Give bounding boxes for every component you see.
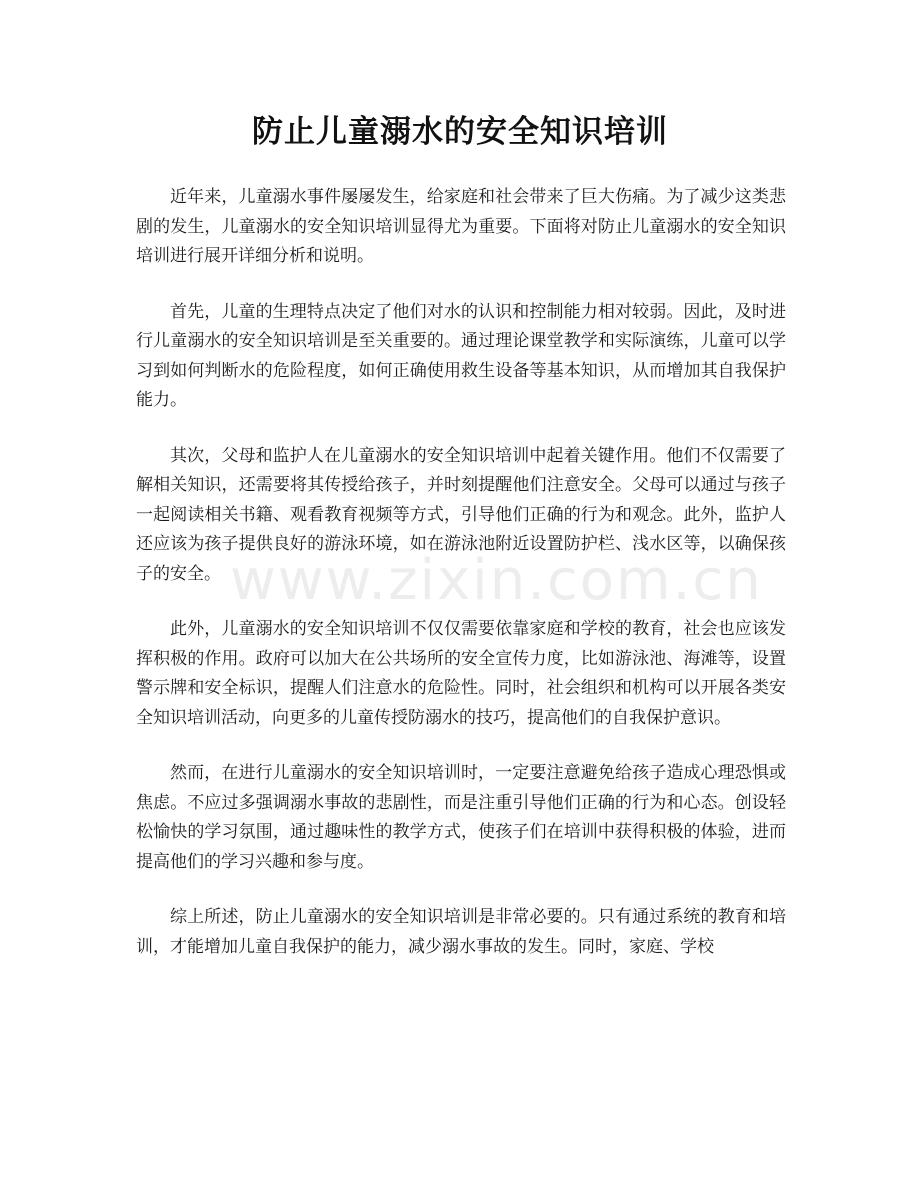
- document-body: [136, 183, 786, 988]
- document-title: 防止儿童溺水的安全知识培训: [252, 114, 668, 150]
- paragraph-intro: 近年来，儿童溺水事件屡屡发生，给家庭和社会带来了巨大伤痛。为了减少这类悲剧的发生，儿童溺水的安全知识培训显得尤为重要。下面将对防止儿童溺水的安全知识培训进行展开详细分析和说明。: [136, 187, 786, 266]
- paragraph-conclusion: 综上所述，防止儿童溺水的安全知识培训是非常必要的。只有通过系统的教育和培训，才能增加儿童自我保护的能力，减少溺水事故的发生。同时，家庭、学校: [136, 907, 786, 957]
- watermark: www.zixin.com.cn: [230, 548, 763, 613]
- paragraph-second: 其次，父母和监护人在儿童溺水的安全知识培训中起着关键作用。他们不仅需要了解相关知识，还需要将其传授给孩子，并时刻提醒他们注意安全。父母可以通过与孩子一起阅读相关书籍、观看教育视频等方式，引导他们正确的行为和观念。此外，监护人还应该为孩子提供良好的游泳环境，如在游泳池附近设置防护栏、浅水区等，以确保孩子的安全。: [136, 445, 786, 584]
- paragraph-fourth: 然而，在进行儿童溺水的安全知识培训时，一定要注意避免给孩子造成心理恐惧或焦虑。不应过多强调溺水事故的悲剧性，而是注重引导他们正确的行为和心态。创设轻松愉快的学习氛围，通过趣味性的教学方式，使孩子们在培训中获得积极的体验，进而提高他们的学习兴趣和参与度。: [136, 763, 786, 872]
- paragraph-third: 此外，儿童溺水的安全知识培训不仅仅需要依靠家庭和学校的教育，社会也应该发挥积极的作用。政府可以加大在公共场所的安全宣传力度，比如游泳池、海滩等，设置警示牌和安全标识，提醒人们注意水的危险性。同时，社会组织和机构可以开展各类安全知识培训活动，向更多的儿童传授防溺水的技巧，提高他们的自我保护意识。: [136, 619, 786, 728]
- paragraph-first: 首先，儿童的生理特点决定了他们对水的认识和控制能力相对较弱。因此，及时进行儿童溺水的安全知识培训是至关重要的。通过理论课堂教学和实际演练，儿童可以学习到如何判断水的危险程度，如何正确使用救生设备等基本知识，从而增加其自我保护能力。: [136, 301, 786, 410]
